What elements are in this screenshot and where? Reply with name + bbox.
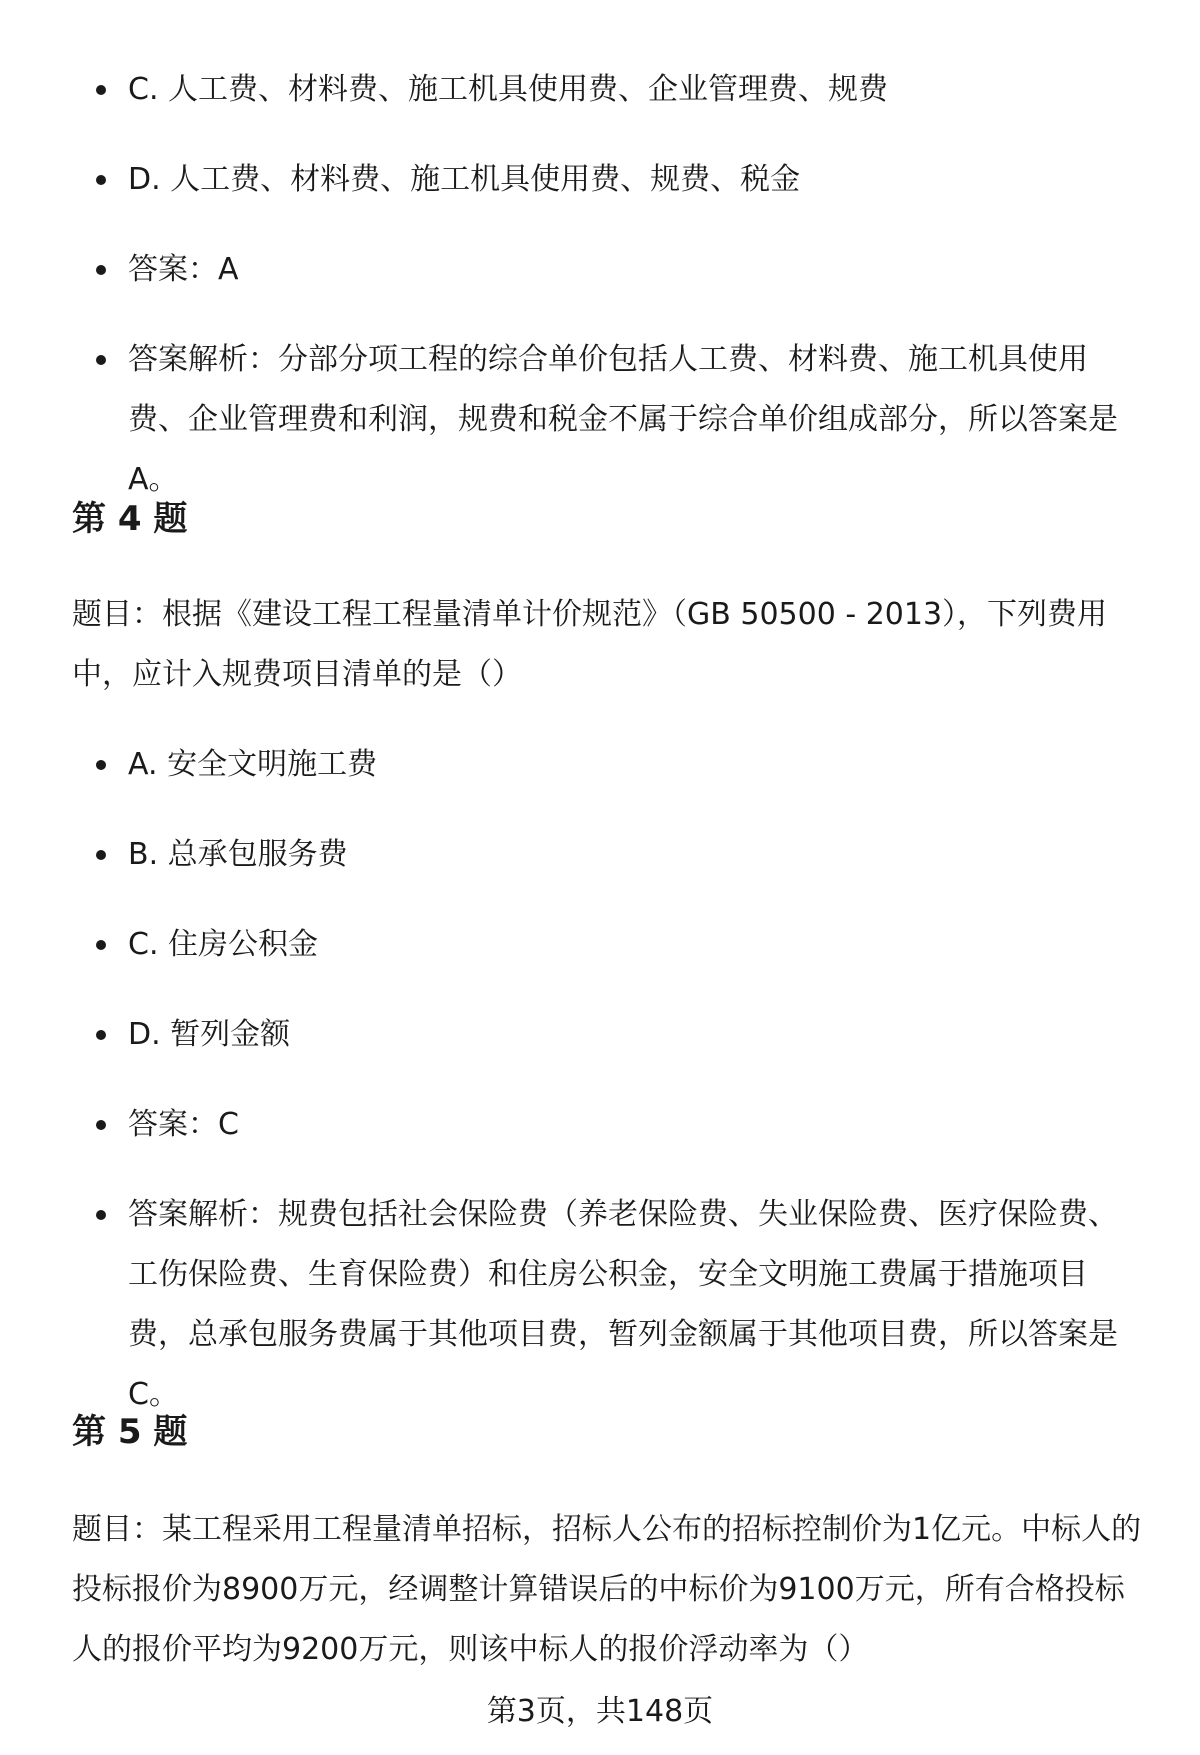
bullet-icon [96,1210,106,1220]
q4-option-b: B. 总承包服务费 [96,825,1136,885]
bullet-icon [96,1030,106,1040]
q3-option-d: D. 人工费、材料费、施工机具使用费、规费、税金 [96,150,1136,210]
q4-option-a: A. 安全文明施工费 [96,735,1136,795]
q4-answer: 答案：C [96,1095,1136,1155]
bullet-icon [96,355,106,365]
q4-explanation: 答案解析：规费包括社会保险费（养老保险费、失业保险费、医疗保险费、工伤保险费、生育保险费）和住房公积金，安全文明施工费属于措施项目费，总承包服务费属于其他项目费，暂列金额属于其他项目费，所以答案是C。 [96,1185,1136,1425]
bullet-icon [96,175,106,185]
bullet-icon [96,1120,106,1130]
q4-question: 题目：根据《建设工程工程量清单计价规范》（GB 50500 - 2013），下列费用中，应计入规费项目清单的是（） [72,597,1108,692]
q3-explanation: 答案解析：分部分项工程的综合单价包括人工费、材料费、施工机具使用费、企业管理费和利润，规费和税金不属于综合单价组成部分，所以答案是A。 [96,330,1136,510]
page-number: 第3页，共148页 [486,1694,714,1729]
bullet-icon [96,850,106,860]
bullet-icon [96,85,106,95]
q4-heading: 第 4 题 [72,499,188,539]
q3-answer: 答案：A [96,240,1136,300]
q5-heading: 第 5 题 [72,1412,188,1452]
bullet-icon [96,940,106,950]
bullet-icon [96,265,106,275]
q3-option-c: C. 人工费、材料费、施工机具使用费、企业管理费、规费 [96,60,1136,120]
q4-option-c: C. 住房公积金 [96,915,1136,975]
q5-question: 题目：某工程采用工程量清单招标，招标人公布的招标控制价为1亿元。中标人的投标报价为8900万元，经调整计算错误后的中标价为9100万元，所有合格投标人的报价平均为9200万元，则该中标人的报价浮动率为（） [72,1512,1142,1667]
bullet-icon [96,760,106,770]
q4-option-d: D. 暂列金额 [96,1005,1136,1065]
